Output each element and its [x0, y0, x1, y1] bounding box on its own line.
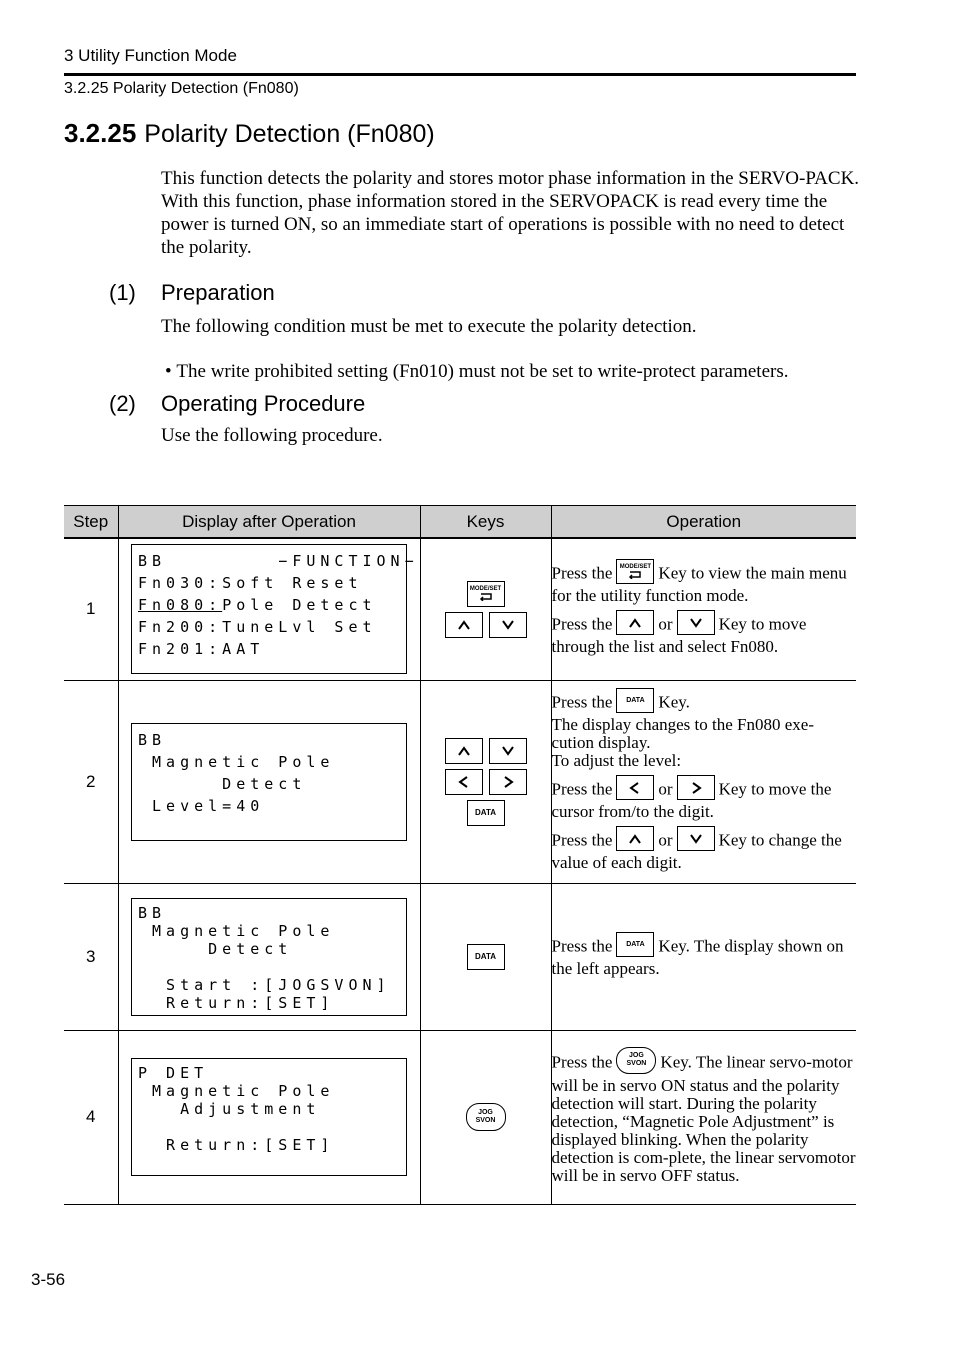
modeset-key-label: MODE/SET — [469, 586, 502, 593]
return-arrow-icon — [627, 571, 643, 579]
subsection-preparation — [109, 280, 275, 306]
operation-text: The display changes to the Fn080 exe-cution display. — [551, 715, 814, 752]
down-arrow-icon — [501, 619, 515, 631]
lcd-line: Fn200:TuneLvl Set — [138, 618, 377, 637]
step-number: 4 — [64, 1030, 118, 1204]
operation-text: Press the or Key to move through the list and select Fn080. — [552, 613, 857, 656]
keys-cell — [420, 680, 551, 883]
running-header-chapter: 3 Utility Function Mode — [64, 46, 237, 65]
keys-cell — [420, 1030, 551, 1204]
header-step: Step — [64, 506, 118, 539]
lcd-line: P DET — [138, 1064, 209, 1082]
left-arrow-icon — [457, 775, 471, 789]
lcd-line: BB −FUNCTION− — [138, 552, 419, 571]
section-title: Polarity Detection (Fn080) — [144, 120, 435, 148]
display-cell — [118, 883, 420, 1030]
bullet-icon: • — [165, 361, 177, 382]
lcd-cursor-line: Fn080: — [138, 596, 223, 615]
lcd-display — [131, 723, 407, 841]
data-key[interactable]: DATA — [467, 800, 505, 826]
lcd-line: Start :[JOGSVON] — [138, 975, 391, 994]
up-arrow-icon — [628, 833, 642, 845]
operation-cell — [551, 1030, 856, 1204]
subsection-title: Preparation — [161, 280, 275, 305]
down-arrow-icon — [501, 745, 515, 757]
right-arrow-icon — [501, 775, 515, 789]
subsection-number: (2) — [109, 391, 136, 416]
procedure-text: Use the following procedure. — [161, 425, 383, 446]
operation-text: Press the DATA Key. — [552, 691, 857, 716]
jog-label: JOG — [478, 1109, 493, 1116]
up-arrow-icon — [457, 745, 471, 757]
display-cell — [118, 1030, 420, 1204]
header-keys: Keys — [420, 506, 551, 539]
lcd-display — [131, 1058, 407, 1176]
lcd-display — [131, 898, 407, 1016]
table-row — [64, 1030, 856, 1204]
data-key[interactable]: DATA — [467, 944, 505, 970]
running-header-section: 3.2.25 Polarity Detection (Fn080) — [64, 80, 299, 97]
header-operation: Operation — [551, 506, 856, 539]
operation-text: To adjust the level: — [551, 751, 682, 770]
svon-label: SVON — [475, 1117, 496, 1124]
step-number: 3 — [64, 883, 118, 1030]
left-arrow-icon — [628, 781, 642, 795]
header-rule — [64, 73, 856, 76]
down-key-inline — [677, 610, 715, 635]
subsection-title: Operating Procedure — [161, 391, 366, 416]
left-key[interactable] — [445, 769, 483, 795]
subsection-number: (1) — [109, 280, 136, 305]
jog-svon-key-inline: JOG SVON — [616, 1047, 656, 1074]
down-arrow-icon — [689, 617, 703, 629]
right-key-inline — [677, 775, 715, 800]
preparation-text: The following condition must be met to execute the polarity detection. — [161, 316, 697, 337]
lcd-line: Detect — [138, 939, 293, 958]
lcd-line: Fn030:Soft Reset — [138, 574, 363, 593]
lcd-line: Magnetic Pole — [138, 1082, 335, 1100]
lcd-line: Return:[SET] — [138, 993, 335, 1012]
section-intro: This function detects the polarity and stores motor phase information in the SERVO-PACK. With this function, phase information stored in the SERVOPACK is read every time the power is turned ON, so an immediate start of operations is possible with no need to detect the polarity. — [161, 168, 860, 258]
table-row — [64, 680, 856, 883]
header-display: Display after Operation — [118, 506, 420, 539]
section-heading — [64, 118, 435, 149]
lcd-line: BB — [138, 730, 167, 749]
up-arrow-icon — [628, 617, 642, 629]
data-key-inline: DATA — [616, 688, 654, 713]
left-key-inline — [616, 775, 654, 800]
down-key[interactable] — [489, 738, 527, 764]
up-key-inline — [616, 826, 654, 851]
modeset-key-inline: MODE/SET — [616, 559, 654, 584]
operation-cell — [551, 680, 856, 883]
up-arrow-icon — [457, 619, 471, 631]
lcd-display — [131, 544, 419, 674]
display-cell — [118, 680, 420, 883]
operation-text: Press the JOG SVON Key. The linear servo-motor will be in servo ON status and the polarity detection will start. During the polarity detection, “Magnetic Pole Adjustment” is displayed blinking. When the polarity detection is com-plete, the linear servomotor will be in servo OFF status. — [552, 1050, 857, 1185]
step-number: 1 — [64, 538, 118, 680]
lcd-line: Magnetic Pole — [138, 921, 335, 940]
lcd-line: Pole Detect — [222, 596, 377, 615]
data-key-inline: DATA — [616, 932, 654, 957]
right-key[interactable] — [489, 769, 527, 795]
display-cell — [118, 538, 420, 680]
table-row — [64, 883, 856, 1030]
table-header-row — [64, 506, 856, 539]
up-key[interactable] — [445, 612, 483, 638]
subsection-procedure — [109, 391, 365, 417]
down-arrow-icon — [689, 833, 703, 845]
table-row — [64, 538, 856, 680]
section-number: 3.2.25 — [64, 118, 137, 148]
lcd-line: Return:[SET] — [138, 1136, 335, 1154]
keys-cell — [420, 538, 551, 680]
operation-cell — [551, 538, 856, 680]
operation-text: Press the DATA Key. The display shown on the left appears. — [552, 935, 857, 978]
down-key-inline — [677, 826, 715, 851]
page-number: 3-56 — [31, 1270, 66, 1289]
lcd-line: Level=40 — [138, 796, 265, 815]
lcd-line: Detect — [138, 774, 307, 793]
procedure-table — [64, 505, 856, 1205]
step-number: 2 — [64, 680, 118, 883]
operation-text: Press the or Key to move the cursor from/to the digit. — [552, 778, 857, 821]
lcd-line: Adjustment — [138, 1100, 321, 1118]
keys-cell — [420, 883, 551, 1030]
preparation-bullet — [165, 360, 865, 383]
operation-text: Press the MODE/SET Key to view the main menu for the utility function mode. — [552, 562, 857, 605]
operation-text: Press the or Key to change the value of each digit. — [552, 829, 857, 872]
bullet-text: The write prohibited setting (Fn010) must not be set to write-protect parameters. — [176, 361, 789, 382]
lcd-line: Magnetic Pole — [138, 752, 335, 771]
jog-svon-key[interactable] — [466, 1103, 506, 1131]
lcd-line: BB — [138, 903, 167, 922]
operation-cell — [551, 883, 856, 1030]
return-arrow-icon — [478, 593, 494, 601]
up-key[interactable] — [445, 738, 483, 764]
up-key-inline — [616, 610, 654, 635]
modeset-key[interactable] — [467, 581, 505, 607]
lcd-line: Fn201:AAT — [138, 640, 265, 659]
right-arrow-icon — [689, 781, 703, 795]
down-key[interactable] — [489, 612, 527, 638]
